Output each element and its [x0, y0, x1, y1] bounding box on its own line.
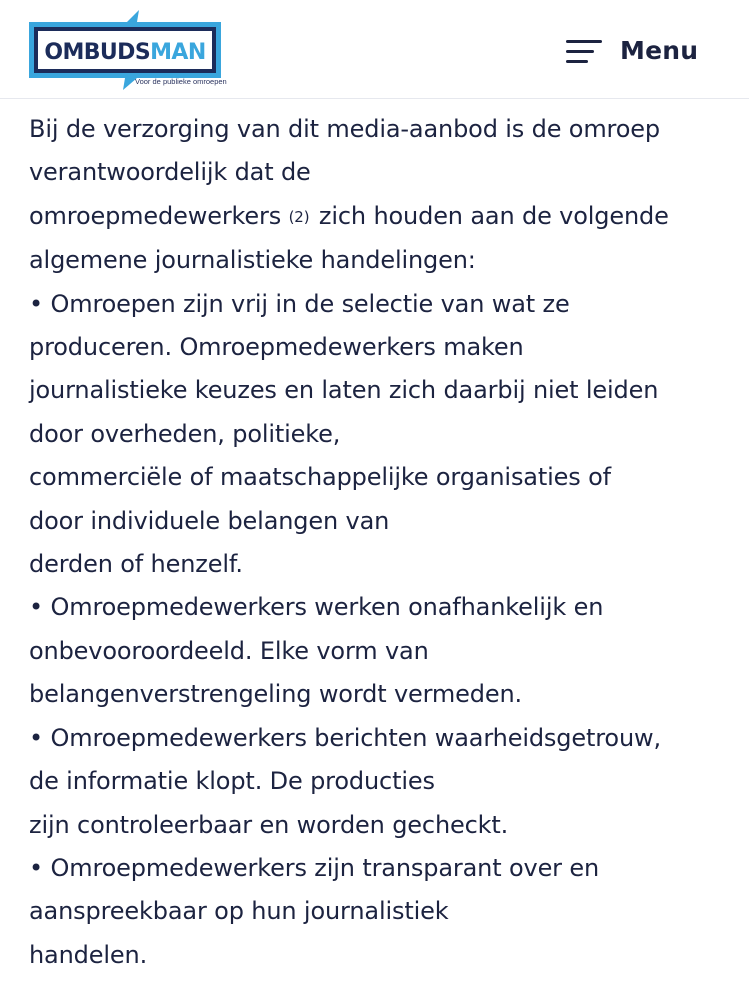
ombudsman-logo[interactable]: [27, 8, 227, 92]
text-line: Bij de verzorging van dit media-aanbod is de omroep: [29, 115, 660, 143]
text-line: door individuele belangen van: [29, 506, 390, 535]
text-line: commerciële of maatschappelijke organisaties of: [29, 463, 611, 492]
text-line: algemene journalistieke handelingen:: [29, 246, 476, 275]
text-line: [29, 195, 729, 239]
text-line: de informatie klopt. De producties: [29, 767, 435, 796]
article-body: [29, 108, 729, 977]
bullet-item: [29, 717, 729, 847]
hamburger-icon: [562, 35, 602, 65]
text-line: zijn controleerbaar en worden gecheckt.: [29, 810, 509, 839]
text-line: belangenverstrengeling wordt vermeden.: [29, 680, 523, 709]
menu-button[interactable]: [562, 28, 698, 72]
text-line: • Omroepen zijn vrij in de selectie van wat ze: [29, 289, 570, 318]
text-line: door overheden, politieke,: [29, 419, 341, 448]
text-line: produceren. Omroepmedewerkers maken: [29, 333, 524, 362]
text-line: journalistieke keuzes en laten zich daarbij niet leiden: [29, 376, 659, 405]
text-line: derden of henzelf.: [29, 550, 243, 579]
bullet-item: [29, 283, 729, 587]
text-line: handelen.: [29, 940, 148, 969]
text-fragment: zich houden aan de volgende: [311, 201, 669, 230]
bullet-item: [29, 847, 729, 977]
text-line: • Omroepmedewerkers zijn transparant over en: [29, 853, 600, 882]
logo-tagline: Voor de publieke omroepen: [135, 77, 227, 86]
text-line: aanspreekbaar op hun journalistiek: [29, 897, 449, 926]
text-fragment: omroepmedewerkers: [29, 201, 282, 230]
site-header: [0, 0, 749, 99]
intro-paragraph: [29, 108, 729, 283]
text-line: onbevooroordeeld. Elke vorm van: [29, 636, 429, 665]
text-line: • Omroepmedewerkers berichten waarheidsgetrouw,: [29, 723, 661, 752]
logo-wordmark: OMBUDSMAN: [44, 40, 206, 65]
text-line: • Omroepmedewerkers werken onafhankelijk en: [29, 593, 604, 622]
text-line: verantwoordelijk dat de: [29, 158, 311, 187]
bullet-item: [29, 586, 729, 716]
footnote-reference[interactable]: (2): [288, 207, 310, 226]
menu-label: Menu: [620, 35, 699, 65]
